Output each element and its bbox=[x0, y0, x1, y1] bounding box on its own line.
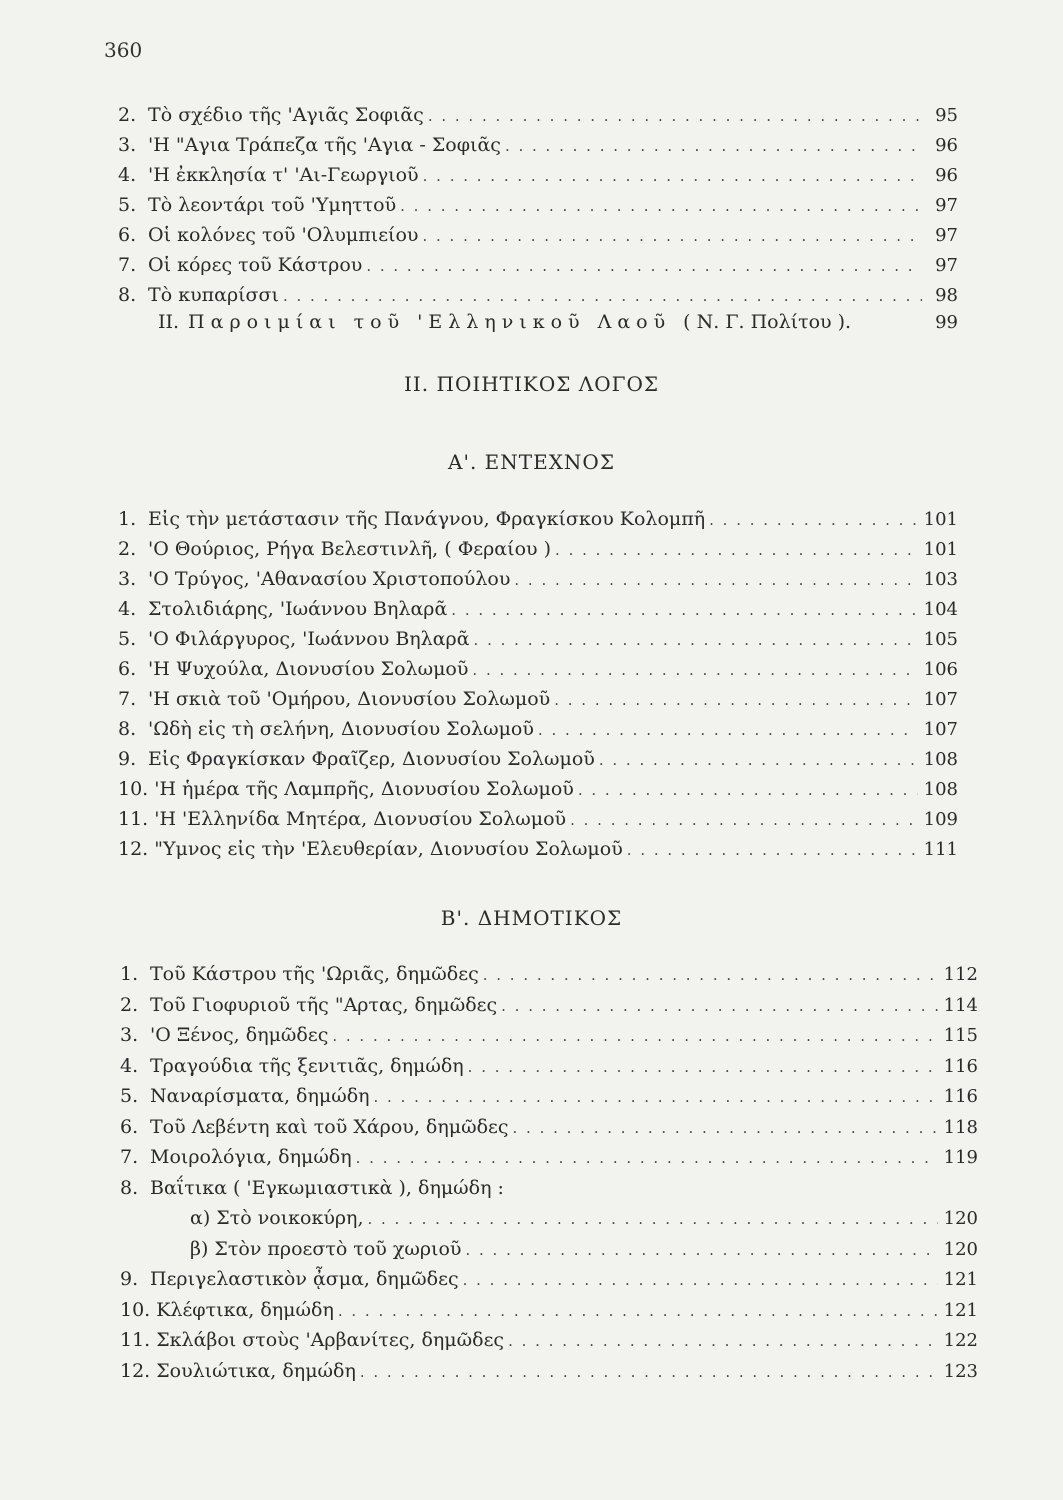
entry-number: 9. bbox=[120, 1268, 139, 1290]
entry-number: 4. bbox=[120, 1054, 139, 1077]
entry-number: 12. bbox=[118, 838, 149, 860]
entry-number: 5. bbox=[118, 194, 137, 216]
dot-leader bbox=[627, 841, 918, 859]
entry-number: 10. bbox=[120, 1298, 151, 1321]
entry-title: 'Ο Φιλάργυρος, 'Ιωάννου Βηλαρᾶ bbox=[148, 628, 470, 650]
section-heading-dimotikos: Β'. ΔΗΜΟΤΙΚΟΣ bbox=[440, 906, 623, 930]
toc-entry bbox=[118, 748, 958, 770]
entry-title: 'Ωδὴ εἰς τὴ σελήνη, Διονυσίου Σολωμοῦ bbox=[148, 718, 534, 740]
entry-number: II. bbox=[158, 311, 180, 333]
toc-entry bbox=[190, 1238, 978, 1260]
entry-title: Τοῦ Κάστρου τῆς 'Ωριᾶς, δημῶδες bbox=[150, 963, 479, 985]
dot-leader bbox=[554, 691, 917, 709]
dot-leader bbox=[578, 781, 918, 799]
toc-entry bbox=[118, 284, 958, 306]
entry-title: Ναναρίσματα, δημώδη bbox=[150, 1085, 370, 1107]
dot-leader bbox=[366, 257, 922, 275]
entry-page: 97 bbox=[935, 255, 958, 276]
entry-page: 95 bbox=[935, 105, 958, 126]
entry-number: 9. bbox=[118, 748, 137, 770]
entry-page: 106 bbox=[923, 659, 958, 680]
entry-page: 97 bbox=[935, 195, 958, 216]
entry-number: 4. bbox=[118, 598, 137, 620]
dot-leader bbox=[508, 1332, 938, 1350]
entry-title: Τοῦ Γιοφυριοῦ τῆς "Αρτας, δημῶδες bbox=[150, 993, 498, 1016]
toc-entry bbox=[118, 688, 958, 710]
entry-page: 101 bbox=[923, 539, 958, 560]
entry-page: 121 bbox=[943, 1269, 978, 1290]
toc-entry bbox=[118, 538, 958, 560]
entry-title: Βαΐτικα ( 'Εγκωμιαστικὰ ), δημώδη : bbox=[150, 1176, 504, 1199]
section-heading-entechnos: Α'. ΕΝΤΕΧΝΟΣ bbox=[448, 450, 615, 474]
dot-leader bbox=[423, 167, 922, 185]
entry-page: 116 bbox=[943, 1086, 978, 1107]
entry-page: 107 bbox=[923, 719, 958, 740]
entry-page: 103 bbox=[923, 569, 958, 590]
entry-number: 7. bbox=[118, 254, 137, 276]
toc-entry bbox=[120, 1360, 978, 1382]
entry-title: α) Στὸ νοικοκύρη, bbox=[190, 1207, 364, 1229]
dot-leader bbox=[465, 1241, 937, 1259]
dot-leader bbox=[709, 511, 918, 529]
entry-page: 97 bbox=[935, 225, 958, 246]
dot-leader bbox=[514, 571, 917, 589]
entry-page: 112 bbox=[943, 964, 978, 985]
dot-leader bbox=[472, 661, 917, 679]
entry-page: 104 bbox=[923, 599, 958, 620]
dot-leader bbox=[422, 227, 922, 245]
toc-entry bbox=[118, 718, 958, 740]
entry-page: 120 bbox=[943, 1208, 978, 1229]
toc-entry bbox=[118, 508, 958, 530]
entry-number: 2. bbox=[120, 993, 139, 1016]
entry-page: 99 bbox=[935, 312, 958, 333]
entry-number: 8. bbox=[120, 1176, 139, 1199]
entry-page: 120 bbox=[943, 1238, 978, 1260]
entry-page: 121 bbox=[943, 1299, 978, 1321]
entry-number: 6. bbox=[118, 224, 137, 246]
dot-leader bbox=[599, 751, 918, 769]
dot-leader bbox=[451, 601, 917, 619]
toc-entry bbox=[120, 1299, 978, 1321]
entry-number: 5. bbox=[118, 628, 137, 650]
entry-number: 11. bbox=[118, 808, 149, 830]
entry-title: 'Η "Αγια Τράπεζα τῆς 'Αγια - Σοφιᾶς bbox=[148, 134, 501, 156]
toc-entry bbox=[118, 254, 958, 276]
entry-number: 6. bbox=[118, 658, 137, 680]
toc-entry bbox=[120, 994, 978, 1016]
entry-page: 107 bbox=[923, 689, 958, 710]
dot-leader bbox=[555, 541, 918, 559]
entry-page: 123 bbox=[943, 1360, 978, 1382]
entry-number: 8. bbox=[118, 284, 137, 306]
entry-author: ( Ν. Γ. Πολίτου ). bbox=[683, 311, 852, 333]
entry-title: β) Στὸν προεστὸ τοῦ χωριοῦ bbox=[190, 1237, 462, 1260]
entry-title: 'Ο Θούριος, Ρήγα Βελεστινλῆ, ( Φεραίου ) bbox=[148, 538, 552, 560]
entry-page: 118 bbox=[943, 1116, 978, 1138]
entry-number: 1. bbox=[120, 963, 139, 985]
entry-title: Οἱ κολόνες τοῦ 'Ολυμπιείου bbox=[148, 224, 419, 246]
toc-entry bbox=[120, 1116, 978, 1138]
entry-title: Στολιδιάρης, 'Ιωάννου Βηλαρᾶ bbox=[148, 598, 448, 620]
entry-number: 11. bbox=[120, 1329, 151, 1351]
toc-entry bbox=[120, 1024, 978, 1046]
dot-leader bbox=[468, 1058, 938, 1076]
entry-number: 7. bbox=[118, 688, 137, 710]
entry-number: 8. bbox=[118, 718, 137, 740]
entry-number: 5. bbox=[120, 1085, 139, 1107]
entry-number: 2. bbox=[118, 538, 137, 560]
entry-page: 115 bbox=[943, 1025, 978, 1046]
toc-entry bbox=[118, 224, 958, 246]
entry-page: 109 bbox=[923, 809, 958, 830]
entry-title: Τοῦ Λεβέντη καὶ τοῦ Χάρου, δημῶδες bbox=[150, 1115, 509, 1138]
entry-title: Παροιμίαι τοῦ 'Ελληνικοῦ Λαοῦ bbox=[188, 311, 672, 333]
toc-entry bbox=[118, 628, 958, 650]
entry-page: 96 bbox=[935, 135, 958, 156]
dot-leader bbox=[360, 1363, 938, 1381]
entry-number: 2. bbox=[118, 104, 137, 126]
toc-entry bbox=[118, 658, 958, 680]
entry-title: 'Η Ψυχούλα, Διονυσίου Σολωμοῦ bbox=[148, 658, 469, 680]
toc-entry bbox=[118, 134, 958, 156]
entry-title: 'Η 'Ελληνίδα Μητέρα, Διονυσίου Σολωμοῦ bbox=[154, 808, 567, 830]
toc-entry bbox=[120, 1085, 978, 1107]
entry-title: Μοιρολόγια, δημώδη bbox=[150, 1146, 352, 1168]
entry-page: 96 bbox=[935, 165, 958, 186]
entry-number: 3. bbox=[118, 134, 137, 156]
entry-page: 98 bbox=[935, 285, 958, 306]
entry-number: 3. bbox=[120, 1024, 139, 1046]
entry-number: 10. bbox=[118, 778, 149, 800]
dot-leader bbox=[570, 811, 918, 829]
entry-page: 116 bbox=[943, 1055, 978, 1077]
entry-page: 122 bbox=[943, 1330, 978, 1351]
entry-title: Τραγούδια τῆς ξενιτιᾶς, δημώδη bbox=[150, 1054, 464, 1077]
entry-title: Σκλάβοι στοὺς 'Αρβανίτες, δημῶδες bbox=[156, 1329, 505, 1351]
dot-leader bbox=[474, 631, 918, 649]
entry-page: 119 bbox=[943, 1147, 978, 1168]
dot-leader bbox=[400, 197, 922, 215]
toc-entry bbox=[118, 778, 958, 800]
toc-entry bbox=[118, 808, 958, 830]
entry-title: Τὸ σχέδιο τῆς 'Αγιᾶς Σοφιᾶς bbox=[148, 104, 424, 126]
entry-title: 'Η ἡμέρα τῆς Λαμπρῆς, Διονυσίου Σολωμοῦ bbox=[154, 778, 574, 800]
entry-page: 108 bbox=[923, 779, 958, 800]
entry-title: Εἰς τὴν μετάστασιν τῆς Πανάγνου, Φραγκίσκου Κολομπῆ bbox=[148, 508, 706, 530]
entry-title: "Υμνος εἰς τὴν 'Ελευθερίαν, Διονυσίου Σολωμοῦ bbox=[154, 838, 623, 860]
toc-entry bbox=[120, 963, 978, 985]
entry-title: Οἱ κόρες τοῦ Κάστρου bbox=[148, 254, 363, 276]
dot-leader bbox=[538, 721, 918, 739]
dot-leader bbox=[374, 1088, 938, 1106]
entry-number: 3. bbox=[118, 568, 137, 590]
dot-leader bbox=[483, 966, 938, 984]
entry-page: 101 bbox=[923, 509, 958, 530]
entry-title: Κλέφτικα, δημώδη bbox=[156, 1298, 334, 1321]
entry-title: 'Ο Ξένος, δημῶδες bbox=[150, 1024, 329, 1046]
dot-leader bbox=[356, 1149, 938, 1167]
toc-entry-paroimiai bbox=[158, 311, 958, 333]
dot-leader bbox=[338, 1302, 938, 1320]
dot-leader bbox=[332, 1027, 937, 1045]
dot-leader bbox=[428, 107, 922, 125]
entry-number: 4. bbox=[118, 164, 137, 186]
dot-leader bbox=[367, 1210, 937, 1228]
page-number: 360 bbox=[104, 38, 143, 62]
entry-number: 12. bbox=[120, 1359, 151, 1382]
toc-entry bbox=[118, 838, 958, 860]
entry-title: Τὸ κυπαρίσσι bbox=[148, 284, 279, 306]
entry-page: 114 bbox=[943, 994, 978, 1016]
toc-entry bbox=[118, 194, 958, 216]
entry-page: 111 bbox=[923, 839, 958, 860]
entry-number: 6. bbox=[120, 1115, 139, 1138]
toc-entry bbox=[118, 164, 958, 186]
toc-entry bbox=[190, 1207, 978, 1229]
entry-page: 105 bbox=[923, 629, 958, 650]
entry-title: Εἰς Φραγκίσκαν Φραῖζερ, Διονυσίου Σολωμοῦ bbox=[148, 748, 595, 770]
entry-number: 1. bbox=[118, 508, 137, 530]
toc-entry bbox=[118, 598, 958, 620]
dot-leader bbox=[513, 1119, 938, 1137]
entry-title: 'Η ἐκκλησία τ' 'Αι-Γεωργιοῦ bbox=[148, 164, 419, 186]
entry-title: 'Η σκιὰ τοῦ 'Ομήρου, Διονυσίου Σολωμοῦ bbox=[148, 688, 551, 710]
entry-title: Τὸ λεοντάρι τοῦ 'Υμηττοῦ bbox=[148, 194, 397, 216]
dot-leader bbox=[505, 137, 922, 155]
entry-title: Περιγελαστικὸν ᾆσμα, δημῶδες bbox=[150, 1268, 459, 1290]
toc-entry bbox=[120, 1329, 978, 1351]
toc-entry bbox=[118, 104, 958, 126]
dot-leader bbox=[283, 287, 922, 305]
section-heading-poetic: ΙΙ. ΠΟΙΗΤΙΚΟΣ ΛΟΓΟΣ bbox=[403, 372, 660, 396]
toc-entry bbox=[120, 1268, 978, 1290]
toc-entry bbox=[120, 1177, 978, 1199]
toc-entry bbox=[118, 568, 958, 590]
entry-title: 'Ο Τρύγος, 'Αθανασίου Χριστοπούλου bbox=[148, 568, 511, 590]
entry-number: 7. bbox=[120, 1146, 139, 1168]
dot-leader bbox=[463, 1271, 938, 1289]
toc-entry bbox=[120, 1055, 978, 1077]
toc-entry bbox=[120, 1146, 978, 1168]
entry-page: 108 bbox=[923, 749, 958, 770]
entry-title: Σουλιώτικα, δημώδη bbox=[156, 1359, 356, 1382]
dot-leader bbox=[501, 997, 938, 1015]
